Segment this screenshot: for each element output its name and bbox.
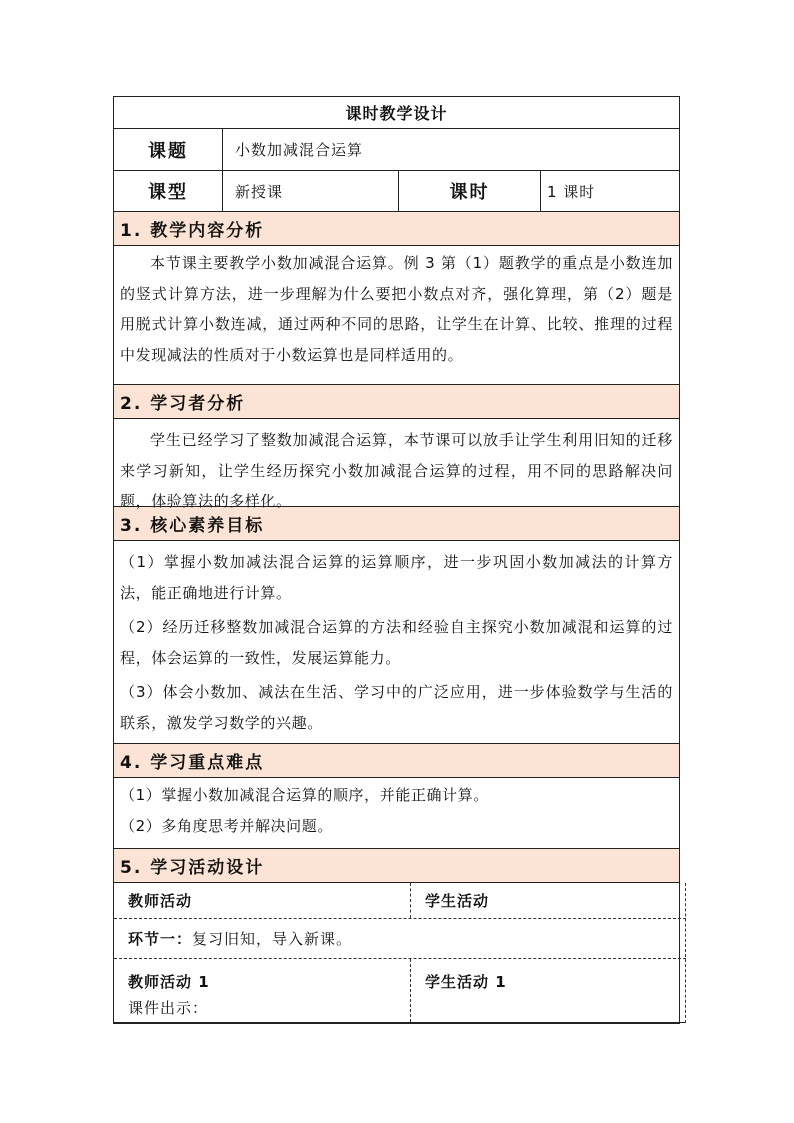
type-value: 新授课 <box>222 171 398 211</box>
step-one-text: 复习旧知，导入新课。 <box>192 930 353 948</box>
content-analysis-text: 本节课主要教学小数加减混合运算。例 3 第（1）题教学的重点是小数连加的竖式计算方法，进一步理解为什么要把小数点对齐，强化算理，第（2）题是用脱式计算小数连减，通过两种不同的思路，让学生在计算、比较、推理的过程中发现减法的性质对于小数运算也是同样适用的。 <box>120 254 673 364</box>
step-one-row <box>114 919 686 959</box>
learner-analysis-body <box>114 419 679 510</box>
teacher-activity-1-label: 教师活动 1 <box>128 973 210 991</box>
teacher-activity-header: 教师活动 <box>128 892 193 910</box>
learner-analysis-text: 学生已经学习了整数加减混合运算，本节课可以放手让学生利用旧知的迁移来学习新知，让学生经历探究小数加减混合运算的过程，用不同的思路解决问题，体验算法的多样化。 <box>120 431 673 510</box>
core-goal-item: （2）经历迁移整数加减混合运算的方法和经验自主探究小数加减混和运算的过程，体会运算的一致性，发展运算能力。 <box>120 618 673 667</box>
period-value: 1 课时 <box>540 171 679 211</box>
core-goal-item: （3）体会小数加、减法在生活、学习中的广泛应用，进一步体验数学与生活的联系，激发学习数学的兴趣。 <box>120 683 673 732</box>
type-label: 课型 <box>148 182 188 203</box>
core-goals-list <box>114 541 679 743</box>
key-points-body <box>114 778 679 849</box>
period-label: 课时 <box>398 171 540 211</box>
courseware-text: 课件出示： <box>128 999 209 1017</box>
topic-row <box>114 129 679 171</box>
student-activity-header: 学生活动 <box>410 883 686 918</box>
type-row <box>114 171 679 212</box>
key-points-list <box>114 778 495 848</box>
table-title: 课时教学设计 <box>114 97 679 129</box>
step-one-cell <box>114 928 686 949</box>
core-goals-heading: 3. 核心素养目标 <box>114 507 679 541</box>
activity-table-right-border <box>685 883 686 1023</box>
teacher-activity-1-cell <box>114 959 410 1022</box>
topic-label: 课题 <box>148 140 188 162</box>
key-point-item: （2）多角度思考并解决问题。 <box>120 816 333 835</box>
step-one-label: 环节一： <box>128 930 193 948</box>
activity-table <box>114 883 686 1023</box>
learner-analysis-heading: 2. 学习者分析 <box>114 385 679 419</box>
key-points-heading: 4. 学习重点难点 <box>114 744 679 778</box>
lesson-design-table <box>113 96 680 1024</box>
core-goal-item: （1）掌握小数加减法混合运算的运算顺序，进一步巩固小数加减法的计算方法，能正确地进行计算。 <box>120 553 673 602</box>
key-point-item: （1）掌握小数加减混合运算的顺序，并能正确计算。 <box>120 786 489 804</box>
activity-design-heading: 5. 学习活动设计 <box>114 849 679 883</box>
content-analysis-body <box>114 246 679 385</box>
activity-header-row <box>114 883 686 919</box>
student-activity-1-label: 学生活动 1 <box>410 959 686 1022</box>
core-goals-body <box>114 541 679 744</box>
activity-one-row <box>114 959 686 1023</box>
topic-value: 小数加减混合运算 <box>222 129 679 170</box>
content-analysis-heading: 1. 教学内容分析 <box>114 212 679 246</box>
